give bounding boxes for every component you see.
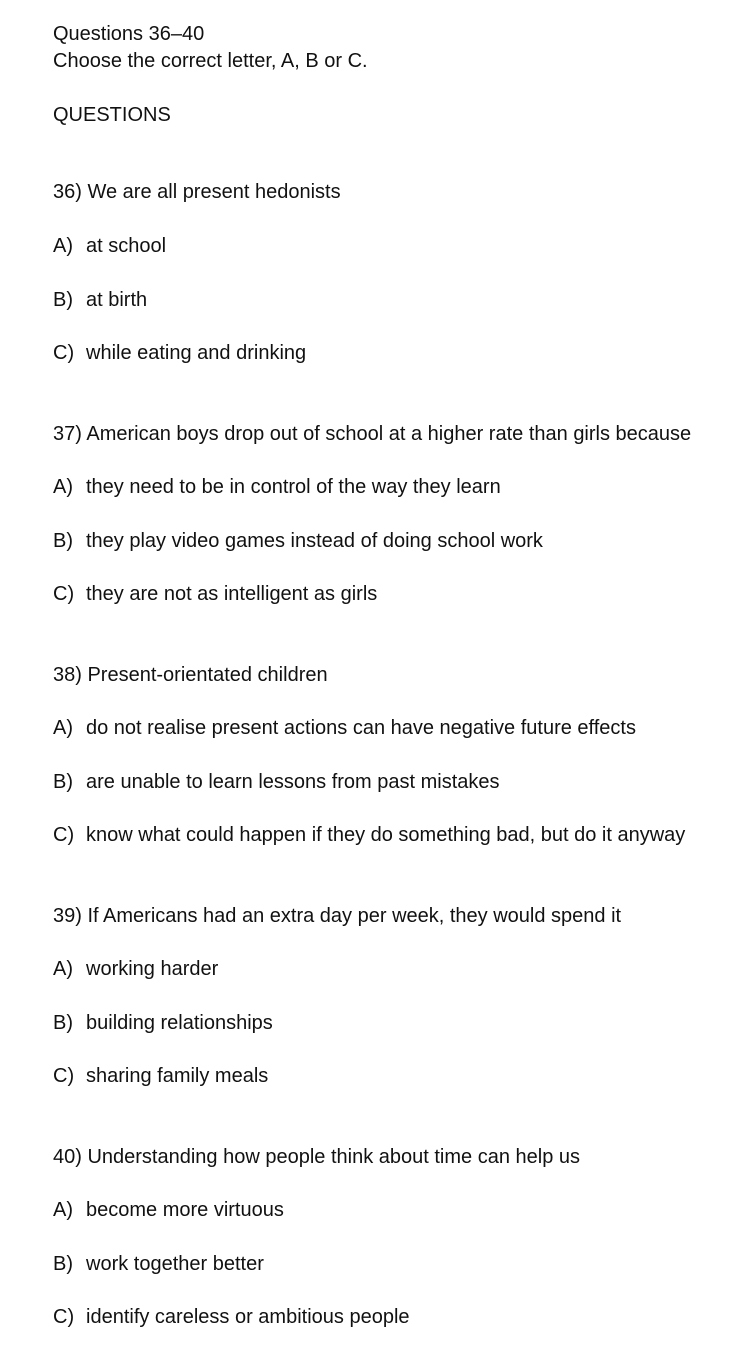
option-text: at school [86,235,167,257]
option-c[interactable] [53,823,685,847]
option-text: know what could happen if they do something bad, but do it anyway [86,824,686,846]
option-text: are unable to learn lessons from past mistakes [86,771,500,793]
option-text: do not realise present actions can have negative future effects [86,717,636,739]
option-text: sharing family meals [86,1065,269,1087]
option-c[interactable] [53,341,306,365]
option-b[interactable] [53,529,543,553]
option-c[interactable] [53,582,377,606]
option-letter: B) [53,289,73,311]
option-b[interactable] [53,1252,264,1276]
option-text: they need to be in control of the way they learn [86,476,501,498]
option-text: building relationships [86,1012,273,1034]
option-letter: A) [53,1199,73,1221]
option-letter: A) [53,235,73,257]
option-b[interactable] [53,1011,273,1035]
option-letter: C) [53,583,75,605]
option-letter: B) [53,530,73,552]
option-b[interactable] [53,770,500,794]
option-letter: B) [53,1012,73,1034]
option-text: work together better [86,1253,264,1275]
option-b[interactable] [53,288,147,312]
question-stem: 37) American boys drop out of school at a higher rate than girls because [53,423,692,445]
option-c[interactable] [53,1064,268,1088]
option-letter: C) [53,1306,75,1328]
option-letter: C) [53,824,75,846]
option-text: they are not as intelligent as girls [86,583,378,605]
option-a[interactable] [53,716,636,740]
option-text: they play video games instead of doing school work [86,530,543,552]
option-a[interactable] [53,234,166,258]
option-letter: C) [53,342,75,364]
option-text: at birth [86,289,148,311]
option-letter: A) [53,958,73,980]
option-letter: C) [53,1065,75,1087]
question-stem: 38) Present-orientated children [53,664,328,686]
option-c[interactable] [53,1305,410,1329]
option-letter: A) [53,717,73,739]
option-text: working harder [86,958,219,980]
option-a[interactable] [53,1198,284,1222]
option-text: while eating and drinking [86,342,307,364]
option-text: become more virtuous [86,1199,284,1221]
option-letter: B) [53,771,73,793]
section-heading: QUESTIONS [53,104,171,126]
question-stem: 40) Understanding how people think about time can help us [53,1146,581,1168]
questions-range-title: Questions 36–40 [53,23,205,45]
instruction-text: Choose the correct letter, A, B or C. [53,50,368,72]
option-a[interactable] [53,957,218,981]
option-letter: B) [53,1253,73,1275]
option-text: identify careless or ambitious people [86,1306,410,1328]
question-stem: 36) We are all present hedonists [53,181,341,203]
question-stem: 39) If Americans had an extra day per week, they would spend it [53,905,622,927]
option-letter: A) [53,476,73,498]
option-a[interactable] [53,475,501,499]
